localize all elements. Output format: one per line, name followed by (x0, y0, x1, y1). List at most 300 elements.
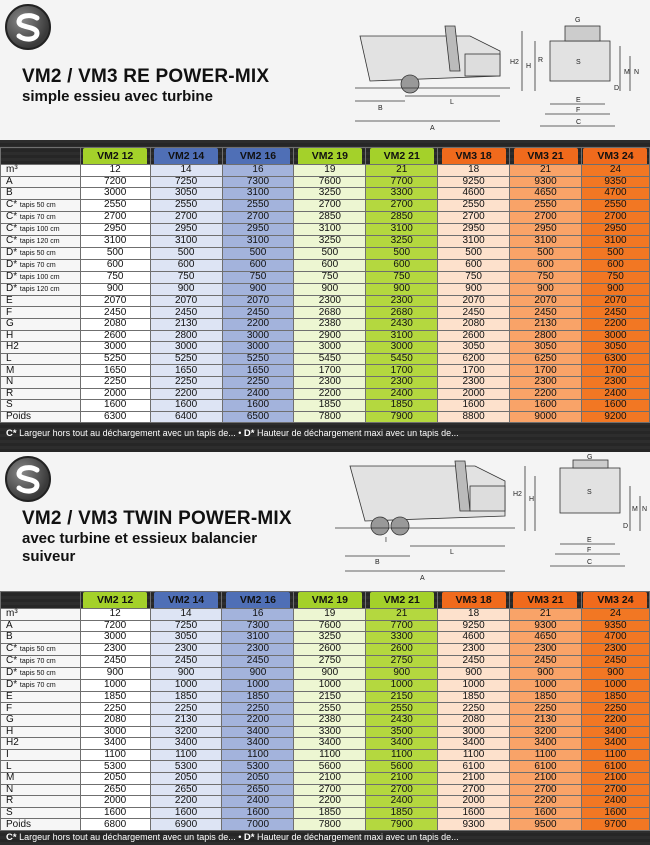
row-label-text: M (6, 364, 15, 376)
drawing1-label: E (576, 97, 581, 104)
table-cell: 3200 (150, 726, 222, 738)
table-cell: 2130 (150, 318, 222, 330)
table-cell: 2380 (294, 714, 366, 726)
table-cell: 9350 (581, 620, 649, 632)
model-header-label: VM2 14 (154, 592, 218, 608)
table-cell: 2550 (581, 199, 649, 211)
row-label (1, 165, 81, 177)
table-cell: 2700 (366, 784, 438, 796)
drawing1-label: H (526, 63, 532, 70)
model-header (510, 148, 582, 165)
table-cell: 2130 (510, 714, 582, 726)
row-label-text: G (6, 318, 14, 330)
table-cell: 3000 (438, 726, 510, 738)
table-cell: 9500 (510, 819, 582, 831)
table-cell: 900 (150, 283, 222, 295)
row-label-text: L (6, 353, 12, 365)
table-cell: 1850 (222, 691, 294, 703)
section2-title-line3: suiveur (22, 548, 76, 565)
table-cell: 2600 (80, 330, 150, 342)
drawing1-label: H2 (510, 59, 519, 66)
table-cell: 1700 (366, 365, 438, 377)
table-cell: 3300 (366, 188, 438, 200)
table-cell: 1700 (438, 365, 510, 377)
table-cell: 4700 (581, 188, 649, 200)
table-cell: 3100 (150, 235, 222, 247)
table-cell: 750 (294, 271, 366, 283)
table-cell: 1850 (150, 691, 222, 703)
table-cell: 9200 (581, 411, 649, 423)
table-cell: 2680 (294, 307, 366, 319)
footnote-c-text: Largeur hors tout au déchargement avec un tapis de... (19, 832, 236, 842)
row-label (1, 307, 81, 319)
table-cell: 2080 (80, 318, 150, 330)
table-cell: 1850 (438, 691, 510, 703)
section1-title (22, 66, 269, 106)
table-cell: 2450 (438, 307, 510, 319)
table-cell: 750 (510, 271, 582, 283)
section1-title-line2: simple essieu avec turbine (22, 88, 213, 105)
table-row (1, 703, 650, 715)
model-header-label: VM3 21 (513, 592, 577, 608)
table-cell: 3100 (80, 235, 150, 247)
table-cell: 7250 (150, 620, 222, 632)
table-cell: 3500 (366, 726, 438, 738)
model-header (80, 148, 150, 165)
row-label (1, 376, 81, 388)
table-cell: 9000 (510, 411, 582, 423)
section2-footnote (6, 832, 459, 843)
table-cell: 2450 (150, 307, 222, 319)
table-cell: 3050 (510, 342, 582, 354)
table-cell: 2100 (438, 772, 510, 784)
row-label-text: Poids (6, 818, 32, 830)
table-cell: 2550 (294, 703, 366, 715)
table-cell: 2600 (438, 330, 510, 342)
table-cell: 900 (366, 283, 438, 295)
table-cell: 7700 (366, 620, 438, 632)
table-cell: 2400 (222, 388, 294, 400)
row-label-text: C* (6, 642, 18, 654)
table-row (1, 679, 650, 691)
row-label (1, 761, 81, 773)
table-cell: 9300 (438, 819, 510, 831)
table-row (1, 271, 650, 283)
drawing2-label: A (420, 575, 425, 582)
table-cell: 3400 (80, 738, 150, 750)
table-cell: 1600 (150, 400, 222, 412)
model-header (438, 592, 510, 609)
table-row (1, 691, 650, 703)
row-label-sub: tapis 120 cm (19, 285, 60, 293)
table-row (1, 247, 650, 259)
table-cell: 2300 (581, 376, 649, 388)
row-label-text: D* (6, 246, 18, 258)
table-cell: 9250 (438, 620, 510, 632)
row-label (1, 772, 81, 784)
model-header (438, 148, 510, 165)
row-label-text: R (6, 795, 14, 807)
row-label-text: H2 (6, 341, 19, 353)
table-cell: 19 (294, 165, 366, 177)
table-cell: 3400 (510, 738, 582, 750)
table-row (1, 342, 650, 354)
table-row (1, 223, 650, 235)
table-cell: 600 (150, 259, 222, 271)
table-cell: 2950 (510, 223, 582, 235)
table-cell: 5300 (80, 761, 150, 773)
table-cell: 2070 (510, 295, 582, 307)
table-cell: 2070 (150, 295, 222, 307)
row-label-text: m³ (6, 608, 18, 620)
table-cell: 1700 (581, 365, 649, 377)
table-cell: 18 (438, 165, 510, 177)
row-label-text: D* (6, 678, 18, 690)
table-cell: 1100 (150, 749, 222, 761)
table-cell: 1000 (222, 679, 294, 691)
table-row (1, 632, 650, 644)
row-label (1, 679, 81, 691)
row-label-text: C* (6, 198, 18, 210)
table-cell: 1100 (80, 749, 150, 761)
table-cell: 3400 (438, 738, 510, 750)
table-cell: 2200 (510, 388, 582, 400)
row-label (1, 643, 81, 655)
model-header-label: VM2 16 (226, 592, 290, 608)
table-cell: 9250 (438, 176, 510, 188)
table-cell: 2070 (222, 295, 294, 307)
table-cell: 2650 (80, 784, 150, 796)
row-label-sub: tapis 70 cm (19, 213, 56, 221)
table-cell: 7000 (222, 819, 294, 831)
table-cell: 900 (581, 667, 649, 679)
table-cell: 4600 (438, 188, 510, 200)
table-cell: 2700 (438, 784, 510, 796)
row-label (1, 353, 81, 365)
table-cell: 1000 (80, 679, 150, 691)
table-cell: 500 (510, 247, 582, 259)
table-row (1, 283, 650, 295)
table-row (1, 199, 650, 211)
row-label-text: D* (6, 258, 18, 270)
row-label-sub: tapis 50 cm (19, 669, 56, 677)
header-empty (1, 592, 81, 609)
table-cell: 2450 (510, 655, 582, 667)
drawing1-label: C (576, 119, 582, 126)
row-label (1, 199, 81, 211)
table-cell: 3250 (294, 188, 366, 200)
table-cell: 1700 (510, 365, 582, 377)
table-cell: 1100 (438, 749, 510, 761)
footnote-c-mark: C* (6, 428, 17, 439)
table-cell: 2200 (581, 714, 649, 726)
row-label-text: m³ (6, 164, 18, 176)
row-label (1, 342, 81, 354)
table-row (1, 411, 650, 423)
table-cell: 2130 (510, 318, 582, 330)
drawing1-label: M (624, 69, 630, 76)
drawing1-label: D (614, 85, 620, 92)
drawing1-label: F (576, 107, 581, 114)
table-row (1, 330, 650, 342)
table-cell: 3400 (150, 738, 222, 750)
table-cell: 3000 (150, 342, 222, 354)
table-cell: 2450 (581, 307, 649, 319)
table-cell: 1850 (80, 691, 150, 703)
table-cell: 3100 (366, 223, 438, 235)
row-label (1, 784, 81, 796)
table-cell: 2150 (366, 691, 438, 703)
table-cell: 6800 (80, 819, 150, 831)
table-row (1, 188, 650, 200)
row-label (1, 667, 81, 679)
table-cell: 2680 (366, 307, 438, 319)
table-cell: 2700 (510, 211, 582, 223)
drawing2-label: C (587, 559, 593, 566)
table-cell: 2070 (438, 295, 510, 307)
table-cell: 600 (510, 259, 582, 271)
section1-footnote (6, 428, 459, 439)
row-label-text: S (6, 399, 13, 411)
table-cell: 2200 (581, 318, 649, 330)
model-header (581, 592, 649, 609)
row-label-text: N (6, 783, 14, 795)
row-label-text: A (6, 619, 13, 631)
table-cell: 1000 (510, 679, 582, 691)
table-cell: 900 (150, 667, 222, 679)
row-label-text: H (6, 329, 14, 341)
table-cell: 3000 (581, 330, 649, 342)
table-cell: 18 (438, 609, 510, 621)
table-cell: 2750 (294, 655, 366, 667)
row-label-text: D* (6, 270, 18, 282)
table-cell: 1700 (294, 365, 366, 377)
table-cell: 3050 (581, 342, 649, 354)
table-cell: 12 (80, 165, 150, 177)
model-header-label: VM2 19 (298, 148, 362, 164)
footnote-separator: • (238, 832, 242, 842)
table-cell: 500 (366, 247, 438, 259)
table-cell: 900 (366, 667, 438, 679)
table-cell: 7600 (294, 620, 366, 632)
table-cell: 7900 (366, 819, 438, 831)
table-cell: 900 (510, 667, 582, 679)
table-cell: 3250 (366, 235, 438, 247)
table-cell: 24 (581, 609, 649, 621)
table-cell: 2250 (222, 703, 294, 715)
table-row (1, 376, 650, 388)
model-header-label: VM2 14 (154, 148, 218, 164)
model-header (366, 592, 438, 609)
table-cell: 2450 (581, 655, 649, 667)
table-cell: 2800 (150, 330, 222, 342)
table-cell: 6300 (581, 353, 649, 365)
table-cell: 2000 (438, 388, 510, 400)
row-label-text: C* (6, 654, 18, 666)
table-cell: 21 (510, 165, 582, 177)
table-cell: 2850 (294, 211, 366, 223)
table-cell: 5600 (294, 761, 366, 773)
row-label (1, 796, 81, 808)
table-cell: 1600 (581, 807, 649, 819)
section1-technical-drawing (350, 6, 650, 136)
table-row (1, 295, 650, 307)
table-cell: 600 (294, 259, 366, 271)
table-cell: 2250 (222, 376, 294, 388)
section2-technical-drawing (325, 454, 648, 591)
row-label (1, 807, 81, 819)
table-cell: 7200 (80, 620, 150, 632)
table-row (1, 211, 650, 223)
table-cell: 2050 (150, 772, 222, 784)
row-label (1, 655, 81, 667)
table-cell: 2250 (80, 376, 150, 388)
table-cell: 2650 (222, 784, 294, 796)
table-cell: 2050 (80, 772, 150, 784)
table-cell: 19 (294, 609, 366, 621)
table-cell: 2450 (222, 307, 294, 319)
drawing2-label: D (623, 523, 629, 530)
row-label (1, 388, 81, 400)
table-cell: 7800 (294, 411, 366, 423)
table-cell: 2450 (150, 655, 222, 667)
table-cell: 2700 (150, 211, 222, 223)
table-cell: 2450 (510, 307, 582, 319)
drawing1-label: R (538, 57, 544, 64)
model-header-label: VM3 18 (442, 148, 506, 164)
table-row (1, 259, 650, 271)
table-cell: 2100 (581, 772, 649, 784)
table-cell: 1100 (366, 749, 438, 761)
table-cell: 750 (150, 271, 222, 283)
table-row (1, 318, 650, 330)
table-cell: 600 (366, 259, 438, 271)
footnote-d-text: Hauteur de déchargement maxi avec un tapis de... (256, 428, 459, 438)
row-label-sub: tapis 100 cm (19, 273, 60, 281)
model-header (581, 148, 649, 165)
table-cell: 2050 (222, 772, 294, 784)
table-cell: 2300 (581, 643, 649, 655)
table-cell: 1600 (222, 400, 294, 412)
table-cell: 1600 (438, 400, 510, 412)
table-row (1, 667, 650, 679)
table-cell: 7200 (80, 176, 150, 188)
row-label-text: B (6, 187, 13, 199)
table-cell: 3200 (510, 726, 582, 738)
table-cell: 2550 (80, 199, 150, 211)
row-label (1, 703, 81, 715)
row-label (1, 247, 81, 259)
table-row (1, 365, 650, 377)
table-row (1, 165, 650, 177)
table-cell: 1850 (366, 807, 438, 819)
row-label-text: A (6, 175, 13, 187)
table-cell: 2200 (150, 388, 222, 400)
table-cell: 7250 (150, 176, 222, 188)
table-cell: 16 (222, 609, 294, 621)
table-cell: 2550 (366, 703, 438, 715)
table-cell: 2300 (80, 643, 150, 655)
table-cell: 2950 (581, 223, 649, 235)
table-cell: 600 (222, 259, 294, 271)
row-label-sub: tapis 100 cm (19, 225, 60, 233)
section2-title (22, 508, 292, 566)
row-label (1, 295, 81, 307)
table-cell: 1850 (294, 400, 366, 412)
table-cell: 9350 (581, 176, 649, 188)
header-empty (1, 148, 81, 165)
table-cell: 500 (222, 247, 294, 259)
section1-title-line1: VM2 / VM3 RE POWER-MIX (22, 66, 270, 87)
table-cell: 3400 (581, 738, 649, 750)
table-cell: 2550 (438, 199, 510, 211)
row-label (1, 318, 81, 330)
table-cell: 5600 (366, 761, 438, 773)
table-cell: 3000 (294, 342, 366, 354)
table-cell: 4650 (510, 632, 582, 644)
table-cell: 2700 (581, 211, 649, 223)
table-cell: 4700 (581, 632, 649, 644)
row-label (1, 271, 81, 283)
table-cell: 2700 (294, 199, 366, 211)
table-cell: 2800 (510, 330, 582, 342)
row-label-sub: tapis 70 cm (19, 657, 56, 665)
table-cell: 1600 (581, 400, 649, 412)
section2-spec-table (0, 591, 650, 831)
row-label (1, 223, 81, 235)
table-cell: 21 (366, 609, 438, 621)
section1-spec-table (0, 147, 650, 423)
table-cell: 2700 (510, 784, 582, 796)
row-label-sub: tapis 120 cm (19, 237, 60, 245)
table-cell: 2300 (294, 295, 366, 307)
table-row (1, 655, 650, 667)
table-cell: 2430 (366, 318, 438, 330)
row-label (1, 609, 81, 621)
table-cell: 1850 (581, 691, 649, 703)
table-cell: 1850 (510, 691, 582, 703)
table-row (1, 749, 650, 761)
table-cell: 5250 (222, 353, 294, 365)
table-cell: 16 (222, 165, 294, 177)
drawing2-label: H (529, 496, 535, 503)
table-cell: 3250 (294, 235, 366, 247)
model-header-label: VM3 21 (514, 148, 578, 164)
model-header (222, 148, 294, 165)
table-cell: 600 (581, 259, 649, 271)
table-cell: 1000 (294, 679, 366, 691)
drawing2-label: S (587, 489, 592, 496)
table-cell: 3100 (222, 632, 294, 644)
table-cell: 900 (80, 283, 150, 295)
table-cell: 2250 (581, 703, 649, 715)
table-cell: 1600 (80, 807, 150, 819)
table-cell: 7300 (222, 176, 294, 188)
table-cell: 5450 (294, 353, 366, 365)
table-cell: 2450 (80, 307, 150, 319)
section2-title-line2: avec turbine et essieux balancier (22, 530, 258, 547)
table-cell: 2950 (222, 223, 294, 235)
table-cell: 2400 (222, 796, 294, 808)
model-header (294, 592, 366, 609)
table-cell: 2080 (438, 318, 510, 330)
row-label (1, 714, 81, 726)
table-row (1, 796, 650, 808)
table-cell: 2550 (222, 199, 294, 211)
table-cell: 2300 (150, 643, 222, 655)
table-cell: 3100 (222, 235, 294, 247)
table-row (1, 620, 650, 632)
